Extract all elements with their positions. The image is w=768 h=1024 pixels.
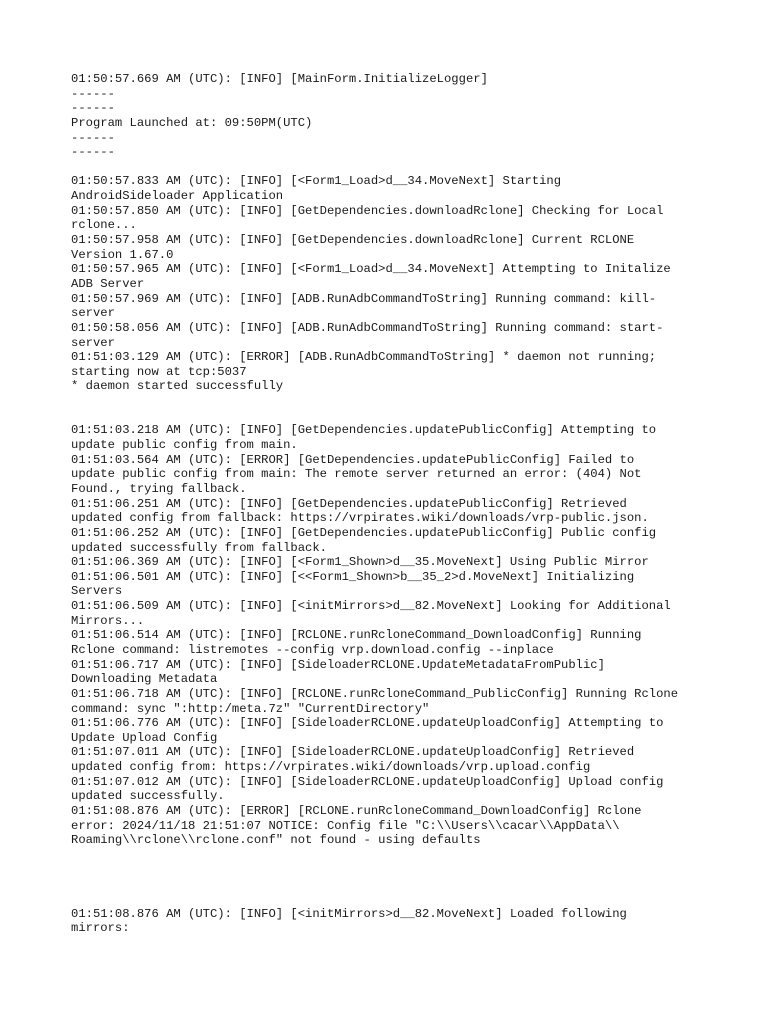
log-line: update public config from main: The remote server returned an error: (404) Not xyxy=(71,467,642,482)
log-line: error: 2024/11/18 21:51:07 NOTICE: Config file "C:\\Users\\cacar\\AppData\\ xyxy=(71,818,620,833)
log-line: 01:50:57.965 AM (UTC): [INFO] [<Form1_Load>d__34.MoveNext] Attempting to Initalize xyxy=(71,262,671,277)
log-line: Servers xyxy=(71,584,123,599)
log-line: AndroidSideloader Application xyxy=(71,189,284,204)
log-line: 01:50:57.969 AM (UTC): [INFO] [ADB.RunAdbCommandToString] Running command: kill- xyxy=(71,291,657,306)
log-line: Rclone command: listremotes --config vrp.download.config --inplace xyxy=(71,642,554,657)
log-line xyxy=(71,863,711,878)
log-line: 01:50:58.056 AM (UTC): [INFO] [ADB.RunAdbCommandToString] Running command: start- xyxy=(71,320,664,335)
log-line: 01:51:06.501 AM (UTC): [INFO] [<<Form1_Shown>b__35_2>d.MoveNext] Initializing xyxy=(71,569,635,584)
log-line: rclone... xyxy=(71,218,137,233)
log-line: Roaming\\rclone\\rclone.conf" not found - using defaults xyxy=(71,833,481,848)
log-line: server xyxy=(71,335,115,350)
log-line: ------ xyxy=(71,145,115,160)
log-line: mirrors: xyxy=(71,921,130,936)
log-line: ------ xyxy=(71,101,115,116)
log-line: Program Launched at: 09:50PM(UTC) xyxy=(71,115,313,130)
log-line xyxy=(71,160,711,175)
log-line: 01:51:06.509 AM (UTC): [INFO] [<initMirrors>d__82.MoveNext] Looking for Additional xyxy=(71,599,671,614)
log-line: 01:51:07.011 AM (UTC): [INFO] [SideloaderRCLONE.updateUploadConfig] Retrieved xyxy=(71,745,635,760)
log-line: 01:51:03.129 AM (UTC): [ERROR] [ADB.RunAdbCommandToString] * daemon not running; xyxy=(71,350,657,365)
log-line xyxy=(71,409,711,424)
log-line: updated config from: https://vrpirates.wiki/downloads/vrp.upload.config xyxy=(71,760,591,775)
log-line: 01:51:07.012 AM (UTC): [INFO] [SideloaderRCLONE.updateUploadConfig] Upload config xyxy=(71,774,664,789)
log-line: server xyxy=(71,306,115,321)
log-line: 01:50:57.958 AM (UTC): [INFO] [GetDependencies.downloadRclone] Current RCLONE xyxy=(71,233,635,248)
log-line: 01:50:57.833 AM (UTC): [INFO] [<Form1_Load>d__34.MoveNext] Starting xyxy=(71,174,562,189)
log-line: 01:51:06.514 AM (UTC): [INFO] [RCLONE.runRcloneCommand_DownloadConfig] Running xyxy=(71,628,642,643)
log-line: 01:50:57.669 AM (UTC): [INFO] [MainForm.InitializeLogger] xyxy=(71,72,488,86)
log-line: ------ xyxy=(71,130,115,145)
log-line: 01:50:57.850 AM (UTC): [INFO] [GetDependencies.downloadRclone] Checking for Local xyxy=(71,203,664,218)
log-line: starting now at tcp:5037 xyxy=(71,364,247,379)
log-line: 01:51:06.252 AM (UTC): [INFO] [GetDependencies.updatePublicConfig] Public config xyxy=(71,525,657,540)
log-line: updated successfully from fallback. xyxy=(71,540,327,555)
log-line: 01:51:08.876 AM (UTC): [ERROR] [RCLONE.runRcloneCommand_DownloadConfig] Rclone xyxy=(71,804,642,819)
log-line: Downloading Metadata xyxy=(71,672,218,687)
log-line: 01:51:06.776 AM (UTC): [INFO] [SideloaderRCLONE.updateUploadConfig] Attempting to xyxy=(71,716,664,731)
log-line: updated config from fallback: https://vrpirates.wiki/downloads/vrp-public.json. xyxy=(71,511,649,526)
log-line: 01:51:06.369 AM (UTC): [INFO] [<Form1_Shown>d__35.MoveNext] Using Public Mirror xyxy=(71,555,649,570)
log-line xyxy=(71,892,711,907)
log-line: * daemon started successfully xyxy=(71,379,284,394)
log-line xyxy=(71,848,711,863)
log-line: command: sync ":http:/meta.7z" "CurrentDirectory" xyxy=(71,701,430,716)
log-line xyxy=(71,394,711,409)
log-line: 01:51:06.718 AM (UTC): [INFO] [RCLONE.runRcloneCommand_PublicConfig] Running Rclone xyxy=(71,686,679,701)
log-line: Mirrors... xyxy=(71,613,145,628)
log-document xyxy=(71,72,711,936)
log-line: Version 1.67.0 xyxy=(71,247,174,262)
log-line: 01:51:06.717 AM (UTC): [INFO] [SideloaderRCLONE.UpdateMetadataFromPublic] xyxy=(71,657,605,672)
log-line: Update Upload Config xyxy=(71,730,218,745)
log-line: updated successfully. xyxy=(71,789,225,804)
log-line: update public config from main. xyxy=(71,438,298,453)
log-line: Found., trying fallback. xyxy=(71,481,247,496)
log-line: 01:51:03.564 AM (UTC): [ERROR] [GetDependencies.updatePublicConfig] Failed to xyxy=(71,452,635,467)
log-line: 01:51:06.251 AM (UTC): [INFO] [GetDependencies.updatePublicConfig] Retrieved xyxy=(71,496,627,511)
log-line: ADB Server xyxy=(71,276,145,291)
log-line: 01:51:03.218 AM (UTC): [INFO] [GetDependencies.updatePublicConfig] Attempting to xyxy=(71,423,657,438)
log-line: ------ xyxy=(71,86,115,101)
log-line xyxy=(71,877,711,892)
log-line: 01:51:08.876 AM (UTC): [INFO] [<initMirrors>d__82.MoveNext] Loaded following xyxy=(71,906,627,921)
